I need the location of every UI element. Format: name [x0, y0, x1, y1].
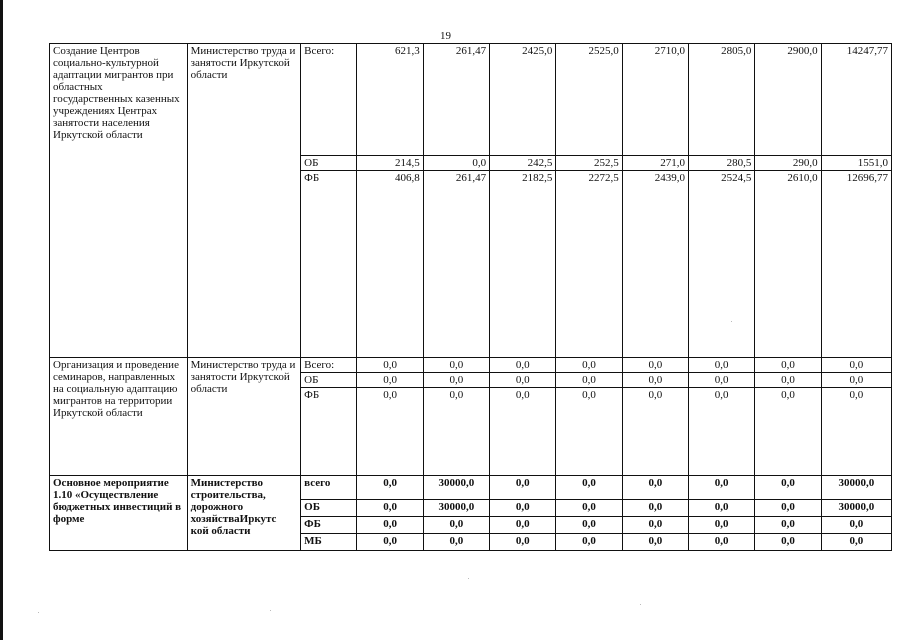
- amount-cell: 30000,0: [423, 500, 489, 517]
- amount-cell: 0,0: [821, 358, 891, 373]
- amount-cell: 0,0: [423, 388, 489, 476]
- amount-cell: 0,0: [689, 358, 755, 373]
- amount-cell: 30000,0: [821, 500, 891, 517]
- amount-cell: 2439,0: [622, 171, 688, 358]
- amount-cell: 0,0: [821, 517, 891, 534]
- amount-cell: 0,0: [821, 534, 891, 551]
- amount-cell: 0,0: [755, 388, 821, 476]
- executor-cell: Министерство труда и занятости Иркутской области: [187, 44, 301, 358]
- amount-cell: 290,0: [755, 156, 821, 171]
- amount-cell: 0,0: [821, 373, 891, 388]
- funding-source-cell: МБ: [301, 534, 357, 551]
- activity-name-cell: Организация и проведение семинаров, направленных на социальную адаптацию мигрантов на территории Иркутской области: [50, 358, 188, 476]
- amount-cell: 242,5: [490, 156, 556, 171]
- scan-speck: [38, 612, 39, 613]
- amount-cell: 261,47: [423, 171, 489, 358]
- amount-cell: 261,47: [423, 44, 489, 156]
- amount-cell: 214,5: [357, 156, 423, 171]
- amount-cell: 0,0: [357, 517, 423, 534]
- page-left-border: [0, 0, 3, 640]
- amount-cell: 0,0: [423, 534, 489, 551]
- amount-cell: 30000,0: [423, 476, 489, 500]
- amount-cell: 0,0: [490, 358, 556, 373]
- amount-cell: 406,8: [357, 171, 423, 358]
- amount-cell: 0,0: [556, 388, 622, 476]
- amount-cell: 0,0: [689, 500, 755, 517]
- table-row: [50, 44, 892, 156]
- amount-cell: 0,0: [357, 500, 423, 517]
- activity-name-cell: Создание Центров социально-культурной адаптации мигрантов при областных государственных казенных учреждениях Центрах занятости населения Иркутской области: [50, 44, 188, 358]
- amount-cell: 0,0: [755, 534, 821, 551]
- amount-cell: 0,0: [622, 388, 688, 476]
- amount-cell: 0,0: [357, 358, 423, 373]
- amount-cell: 0,0: [490, 534, 556, 551]
- funding-source-cell: всего: [301, 476, 357, 500]
- amount-cell: 0,0: [556, 476, 622, 500]
- amount-cell: 0,0: [357, 534, 423, 551]
- amount-cell: 0,0: [689, 388, 755, 476]
- amount-cell: 0,0: [689, 534, 755, 551]
- amount-cell: 0,0: [423, 517, 489, 534]
- amount-cell: 0,0: [357, 476, 423, 500]
- table-row: [50, 476, 892, 500]
- amount-cell: 0,0: [755, 373, 821, 388]
- amount-cell: 0,0: [357, 373, 423, 388]
- scan-speck: [468, 578, 469, 579]
- amount-cell: 30000,0: [821, 476, 891, 500]
- table-row: [50, 358, 892, 373]
- amount-cell: 0,0: [622, 517, 688, 534]
- amount-cell: 2182,5: [490, 171, 556, 358]
- amount-cell: 252,5: [556, 156, 622, 171]
- amount-cell: 0,0: [556, 373, 622, 388]
- amount-cell: 0,0: [556, 534, 622, 551]
- scan-speck: [270, 610, 271, 611]
- activity-name-cell: Основное мероприятие 1.10 «Осуществление бюджетных инвестиций в форме: [50, 476, 188, 551]
- amount-cell: 0,0: [556, 358, 622, 373]
- executor-cell: Министерство труда и занятости Иркутской области: [187, 358, 301, 476]
- amount-cell: 0,0: [423, 373, 489, 388]
- amount-cell: 2610,0: [755, 171, 821, 358]
- scan-speck: [640, 604, 641, 605]
- amount-cell: 0,0: [755, 358, 821, 373]
- amount-cell: 0,0: [622, 534, 688, 551]
- budget-table-body: [50, 44, 892, 551]
- amount-cell: 0,0: [821, 388, 891, 476]
- amount-cell: 0,0: [556, 500, 622, 517]
- amount-cell: 1551,0: [821, 156, 891, 171]
- amount-cell: 0,0: [490, 500, 556, 517]
- amount-cell: 14247,77: [821, 44, 891, 156]
- amount-cell: 271,0: [622, 156, 688, 171]
- amount-cell: 0,0: [755, 517, 821, 534]
- amount-cell: 0,0: [755, 500, 821, 517]
- amount-cell: 0,0: [357, 388, 423, 476]
- amount-cell: 2425,0: [490, 44, 556, 156]
- funding-source-cell: Всего:: [301, 358, 357, 373]
- page-number: 19: [440, 30, 451, 42]
- amount-cell: 0,0: [490, 476, 556, 500]
- amount-cell: 0,0: [423, 156, 489, 171]
- funding-source-cell: ОБ: [301, 156, 357, 171]
- funding-source-cell: ОБ: [301, 500, 357, 517]
- amount-cell: 0,0: [689, 517, 755, 534]
- amount-cell: 2524,5: [689, 171, 755, 358]
- amount-cell: 621,3: [357, 44, 423, 156]
- amount-cell: 0,0: [622, 476, 688, 500]
- funding-source-cell: ФБ: [301, 171, 357, 358]
- amount-cell: 0,0: [689, 476, 755, 500]
- amount-cell: 0,0: [689, 373, 755, 388]
- budget-table: [49, 43, 892, 551]
- funding-source-cell: ОБ: [301, 373, 357, 388]
- amount-cell: 280,5: [689, 156, 755, 171]
- amount-cell: 0,0: [490, 373, 556, 388]
- amount-cell: 0,0: [755, 476, 821, 500]
- amount-cell: 0,0: [423, 358, 489, 373]
- amount-cell: 12696,77: [821, 171, 891, 358]
- amount-cell: 0,0: [490, 388, 556, 476]
- funding-source-cell: ФБ: [301, 517, 357, 534]
- amount-cell: 2710,0: [622, 44, 688, 156]
- amount-cell: 2272,5: [556, 171, 622, 358]
- amount-cell: 0,0: [490, 517, 556, 534]
- amount-cell: 2525,0: [556, 44, 622, 156]
- amount-cell: 2900,0: [755, 44, 821, 156]
- amount-cell: 0,0: [622, 358, 688, 373]
- executor-cell: Министерство строительства, дорожного хозяйстваИркутс кой области: [187, 476, 301, 551]
- funding-source-cell: ФБ: [301, 388, 357, 476]
- amount-cell: 0,0: [622, 373, 688, 388]
- amount-cell: 0,0: [556, 517, 622, 534]
- amount-cell: 0,0: [622, 500, 688, 517]
- amount-cell: 2805,0: [689, 44, 755, 156]
- funding-source-cell: Всего:: [301, 44, 357, 156]
- scan-speck: [731, 321, 732, 322]
